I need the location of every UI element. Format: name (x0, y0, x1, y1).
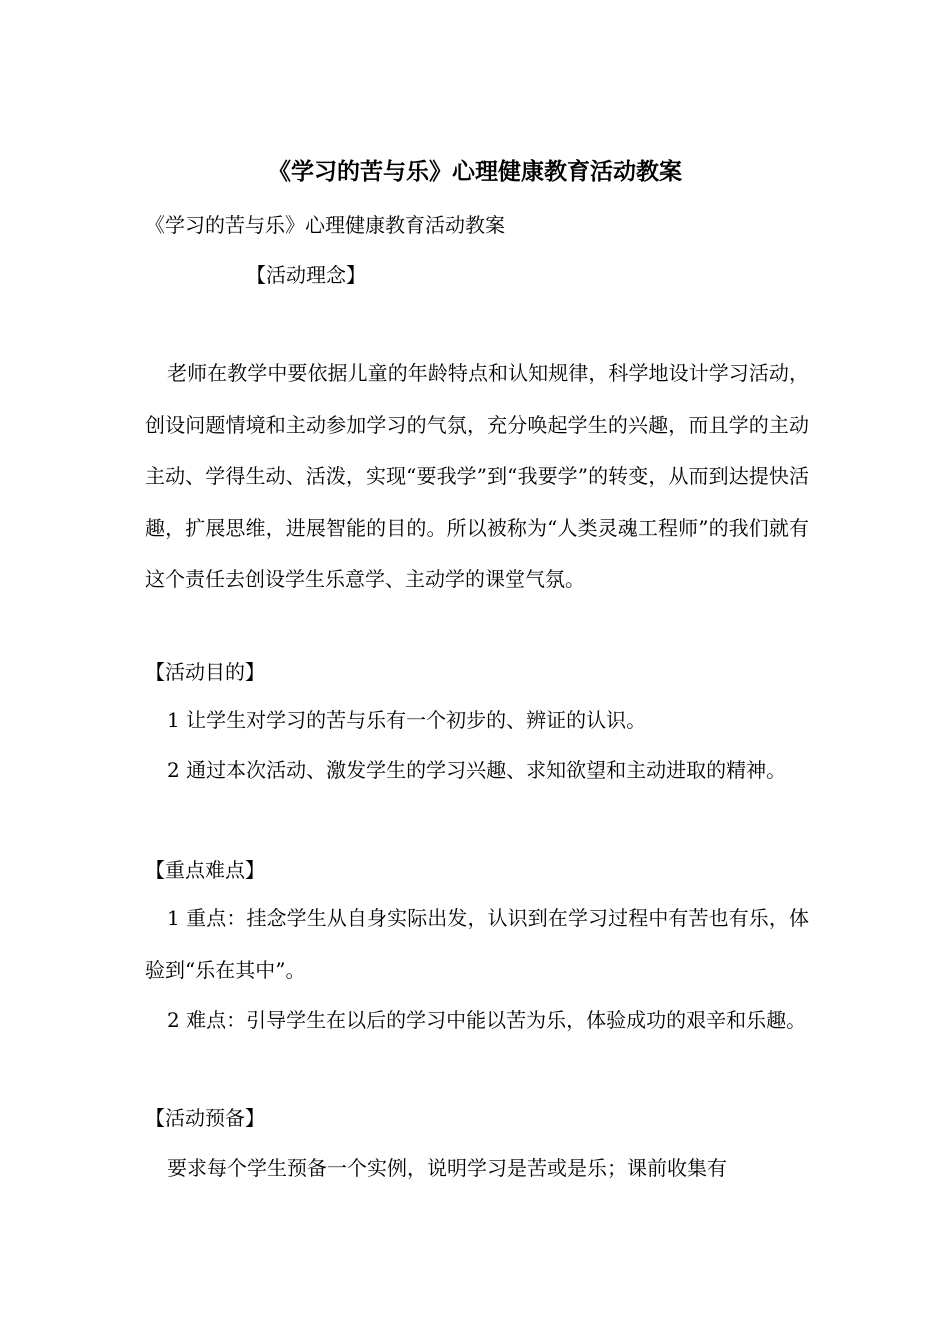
document-subtitle: 《学习的苦与乐》心理健康教育活动教案 (145, 213, 505, 237)
heading-activity-concept: 【活动理念】 (246, 263, 366, 287)
paragraph-activity-preparation: 要求每个学生预备一个实例，说明学习是苦或是乐；课前收集有 (167, 1156, 727, 1180)
document-title: 《学习的苦与乐》心理健康教育活动教案 (268, 159, 682, 185)
paragraph-activity-concept: 老师在教学中要依据儿童的年龄特点和认知规律，科学地设计学习活动，创设问题情境和主动参加学习的气氛，充分唤起学生的兴趣，而且学的主动主动、学得生动、活泼，实现“要我学”到“我要学”的转变，从而到达提快活趣，扩展思维，进展智能的目的。所以被称为“人类灵魂工程师”的我们就有这个责任去创设学生乐意学、主动学的课堂气氛。 (145, 361, 809, 591)
key-point-item-1: 1 重点：挂念学生从自身实际出发，认识到在学习过程中有苦也有乐，体验到“乐在其中”。 (145, 906, 809, 982)
heading-key-difficult-points: 【重点难点】 (145, 858, 265, 882)
heading-activity-goal: 【活动目的】 (145, 660, 265, 684)
goal-item-2: 2 通过本次活动、激发学生的学习兴趣、求知欲望和主动进取的精神。 (167, 758, 787, 782)
heading-activity-preparation: 【活动预备】 (145, 1106, 265, 1130)
goal-item-1: 1 让学生对学习的苦与乐有一个初步的、辨证的认识。 (167, 708, 647, 732)
key-point-item-2: 2 难点：引导学生在以后的学习中能以苦为乐，体验成功的艰辛和乐趣。 (167, 1008, 807, 1032)
